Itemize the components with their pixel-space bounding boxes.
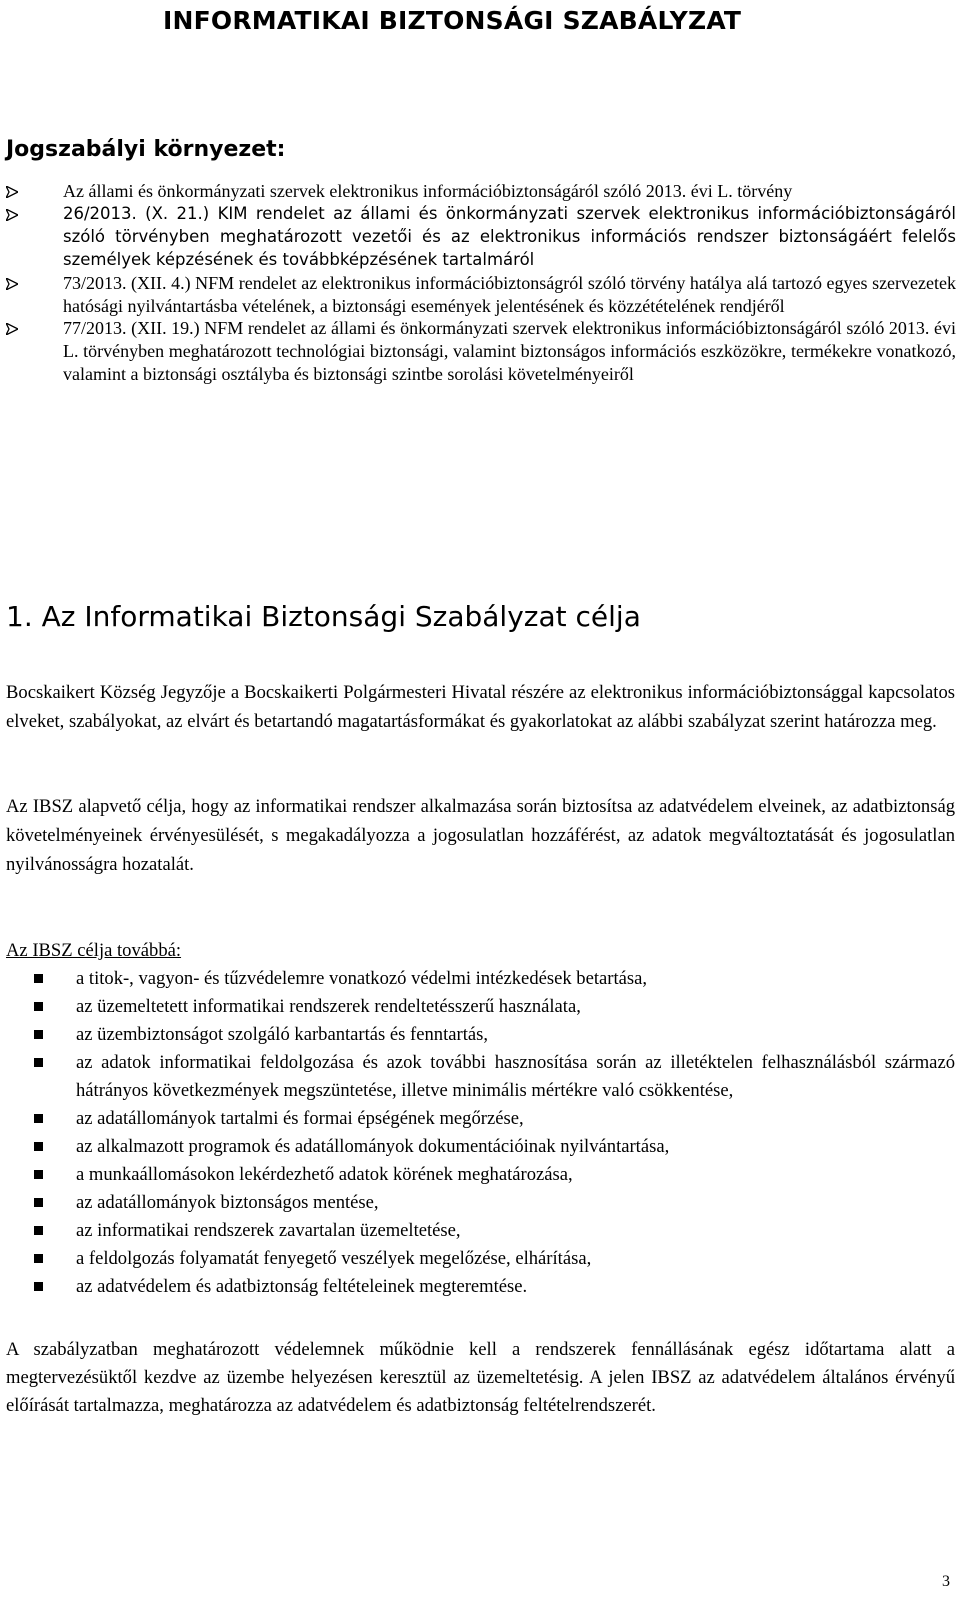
square-bullet-icon [34, 1170, 43, 1179]
goal-text: az adatvédelem és adatbiztonság feltételeinek megteremtése. [76, 1276, 528, 1297]
goal-item [6, 1049, 955, 1105]
arrow-bullet-icon [6, 186, 18, 198]
goal-text: az üzembiztonságot szolgáló karbantartás és fenntartás, [76, 1024, 488, 1045]
goal-item [6, 1189, 955, 1217]
goal-text: az alkalmazott programok és adatállományok dokumentációinak nyilvántartása, [76, 1136, 670, 1157]
goal-item [6, 1245, 955, 1273]
law-item [6, 203, 956, 272]
page-number: 3 [942, 1573, 950, 1590]
law-item [6, 317, 956, 386]
scope-paragraph: A szabályzatban meghatározott védelemnek működnie kell a rendszerek fennállásának egész időtartama alatt a megtervezésüktől kezdve az üzembe helyezésen keresztül az üzemeltetésig. A jelen IBSZ az adatvédelem általános érvényű előírását tartalmazza, meghatározza az adatvédelem és adatbiztonság feltételrendszerét. [6, 1339, 955, 1416]
intro-paragraph: Bocskaikert Község Jegyzője a Bocskaikerti Polgármesteri Hivatal részére az elektronikus információbiztonsággal kapcsolatos elveket, szabályokat, az elvárt és betartandó magatartásformákat és gyakorlatokat az alábbi szabályzat szerint határozza meg. [6, 682, 955, 732]
square-bullet-icon [34, 1030, 43, 1039]
goal-item [6, 1161, 955, 1189]
square-bullet-icon [34, 1254, 43, 1263]
goal-text: az adatállományok biztonságos mentése, [76, 1192, 379, 1213]
goal-text: az üzemeltetett informatikai rendszerek rendeltetésszerű használata, [76, 996, 581, 1017]
arrow-bullet-icon [6, 278, 18, 290]
square-bullet-icon [34, 1198, 43, 1207]
document-title: INFORMATIKAI BIZTONSÁGI SZABÁLYZAT [163, 6, 742, 35]
purpose-paragraph: Az IBSZ alapvető célja, hogy az informatikai rendszer alkalmazása során biztosítsa az adatvédelem elveinek, az adatbiztonság követelményeinek érvényesülését, s megakadályozza a jogosulatlan hozzáférést, az adatok megváltoztatását és jogosulatlan nyilvánosságra hozatalát. [6, 796, 955, 875]
goal-text: a feldolgozás folyamatát fenyegető veszélyek megelőzése, elhárítása, [76, 1248, 592, 1269]
goal-item [6, 1133, 955, 1161]
section-heading: 1. Az Informatikai Biztonsági Szabályzat célja [6, 600, 641, 633]
further-goals-heading: Az IBSZ célja továbbá: [6, 940, 182, 961]
goal-text: az adatállományok tartalmi és formai épségének megőrzése, [76, 1108, 524, 1129]
law-text: 77/2013. (XII. 19.) NFM rendelet az állami és önkormányzati szervek elektronikus információbiztonságáról szóló 2013. évi L. törvényben meghatározott technológiai biztonsági, valamint biztonságos információs eszközökre, termékekre vonatkozó, valamint a biztonsági osztályba és biztonsági szintbe sorolási követelményeiről [63, 318, 956, 385]
square-bullet-icon [34, 1002, 43, 1011]
square-bullet-icon [34, 1058, 43, 1067]
square-bullet-icon [34, 1142, 43, 1151]
goals-list [6, 965, 955, 1301]
goal-text: az adatok informatikai feldolgozása és azok további hasznosítása során az illetéktelen felhasználásból származó hátrányos következmények megszüntetése, illetve minimális mértékre való csökkentése, [76, 1052, 955, 1101]
goal-text: a munkaállomásokon lekérdezhető adatok körének meghatározása, [76, 1164, 573, 1185]
goal-item [6, 1105, 955, 1133]
square-bullet-icon [34, 1282, 43, 1291]
goal-item [6, 1217, 955, 1245]
goal-text: a titok-, vagyon- és tűzvédelemre vonatkozó védelmi intézkedések betartása, [76, 968, 648, 989]
law-text: Az állami és önkormányzati szervek elektronikus információbiztonságáról szóló 2013. évi L. törvény [63, 181, 793, 201]
square-bullet-icon [34, 1114, 43, 1123]
law-text: 26/2013. (X. 21.) KIM rendelet az állami és önkormányzati szervek elektronikus információbiztonságáról szóló törvényben meghatározott vezetői és az elektronikus információs rendszer biztonságáért felelős személyek képzésének és továbbképzésének tartalmáról [63, 203, 956, 269]
square-bullet-icon [34, 974, 43, 983]
goal-item [6, 1021, 955, 1049]
arrow-bullet-icon [6, 323, 18, 335]
legal-environment-heading: Jogszabályi környezet: [6, 137, 286, 162]
legal-references-list [6, 180, 956, 386]
goal-item [6, 1273, 955, 1301]
goal-item [6, 993, 955, 1021]
law-item [6, 272, 956, 318]
arrow-bullet-icon [6, 209, 18, 221]
law-item [6, 180, 956, 203]
goal-item [6, 965, 955, 993]
goal-text: az informatikai rendszerek zavartalan üzemeltetése, [76, 1220, 461, 1241]
law-text: 73/2013. (XII. 4.) NFM rendelet az elektronikus információbiztonságról szóló törvény hatálya alá tartozó egyes szervezetek hatósági nyilvántartásba vételének, a biztonsági események jelentésének és közzétételének rendjéről [63, 272, 956, 316]
square-bullet-icon [34, 1226, 43, 1235]
